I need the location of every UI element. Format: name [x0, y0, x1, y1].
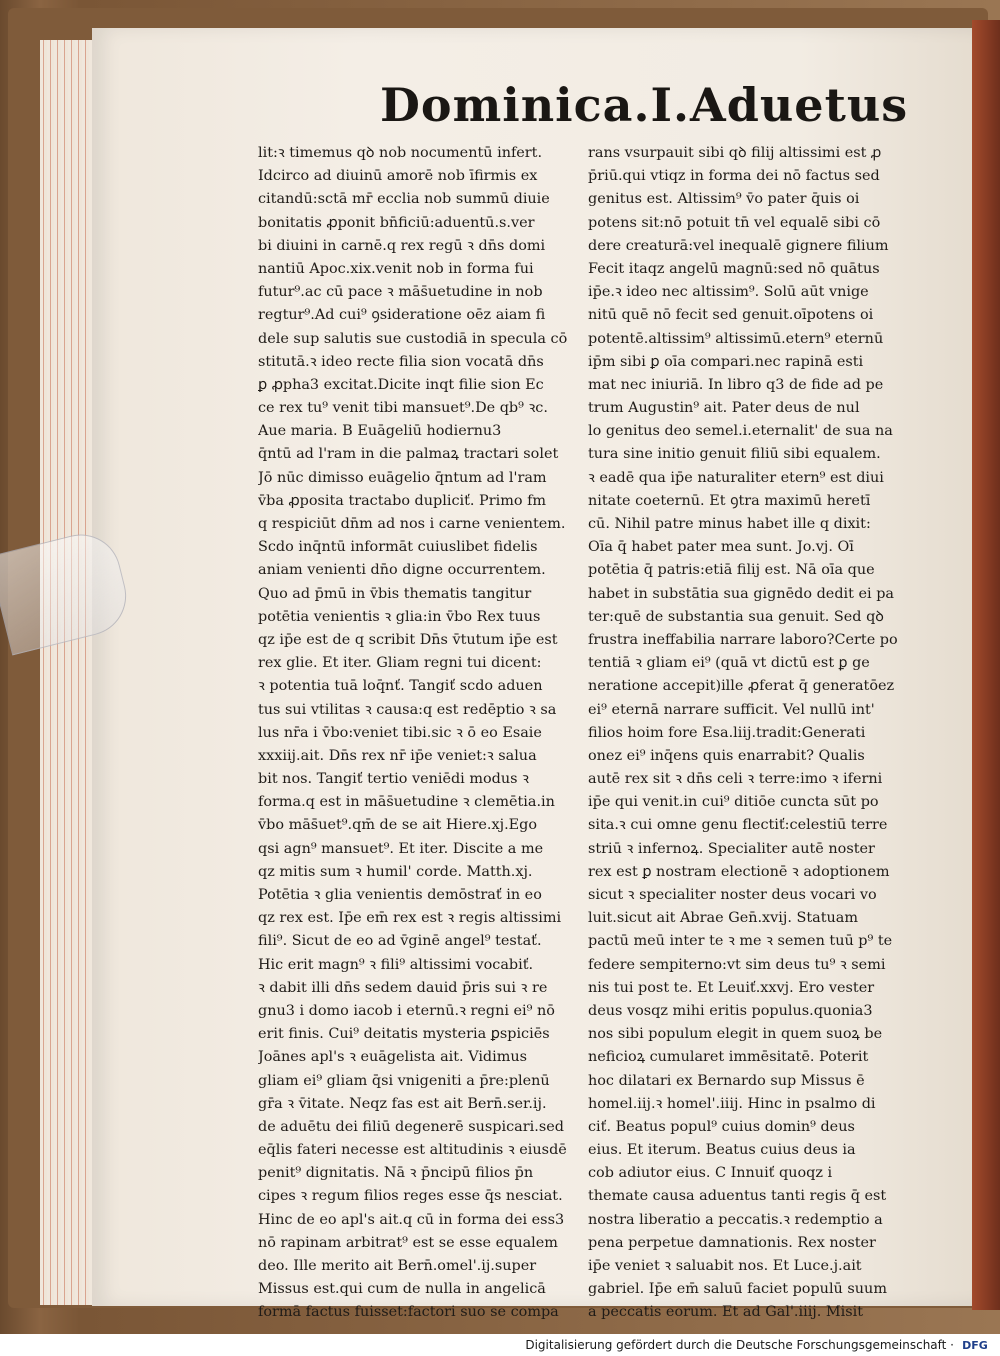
text-line: ꝛ potentia tuā loq̄nť. Tangiť scdo aduen	[258, 678, 543, 695]
text-line: genitus est. Altissim⁹ v̄o pater q̄uis oi	[588, 191, 860, 208]
text-line: tura sine initio genuit filiū sibi equalem.	[588, 446, 881, 463]
text-line: Joānes apl's ꝛ euāgelista ait. Vidimus	[258, 1049, 528, 1066]
dfg-logo	[960, 1337, 990, 1353]
text-line: qz mitis sum ꝛ humil' corde. Matth.xj.	[258, 863, 533, 880]
left-text-column	[258, 142, 578, 1325]
text-line: neficioꝝ cumularet immēsitatē. Poterit	[588, 1049, 869, 1066]
text-line: ter:quē de substantia sua genuit. Sed qꝺ	[588, 608, 884, 625]
page-heading: Dominica.I.Aduetus	[380, 78, 909, 132]
text-line: federe sempiterno:vt sim deus tu⁹ ꝛ semi	[588, 956, 886, 973]
text-line: potens sit:nō potuit tn̄ vel equalē sibi cō	[588, 214, 881, 231]
text-line: q respiciūt dn̄m ad nos i carne venientem.	[258, 516, 566, 532]
text-line: bit nos. Tangiť tertio veniēdi modus ꝛ	[258, 771, 529, 788]
text-line: formā factus fuisset:factori suo se compa	[258, 1304, 559, 1321]
text-line: ip̄e veniet ꝛ saluabit nos. Et Luce.j.ait	[588, 1258, 862, 1274]
text-line: potentē.altissim⁹ altissimū.etern⁹ eternū	[588, 330, 884, 347]
text-line: ꝛ eadē qua ip̄e naturaliter etern⁹ est diui	[588, 469, 884, 486]
text-line: striū ꝛ infernoꝝ. Specialiter autē noster	[588, 840, 875, 857]
text-line: forma.q est in mās̄uetudine ꝛ clemētia.in	[258, 794, 555, 811]
text-line: bonitatis ꝓponit bn̄ficiū:aduentū.s.ver	[258, 214, 535, 231]
text-line: dere creaturā:vel inequalē gignere filium	[588, 237, 889, 254]
text-line: Hic erit magn⁹ ꝛ fili⁹ altissimi vocabiť.	[258, 956, 534, 973]
text-line: pena perpetue damnationis. Rex noster	[588, 1234, 876, 1251]
text-line: deus vosqz mihi eritis populus.quonia3	[588, 1002, 873, 1019]
text-line: frustra ineffabilia narrare laboro?Certe po	[588, 631, 898, 648]
text-line: onez ei⁹ inq̄ens quis enarrabit? Qualis	[588, 747, 865, 764]
text-line: cipes ꝛ regum filios reges esse q̄s nesciat.	[258, 1188, 563, 1205]
text-line: gabriel. Ip̄e em̄ saluū faciet populū suum	[588, 1281, 887, 1298]
text-line: trum Augustin⁹ ait. Pater deus de nul	[588, 400, 860, 417]
text-line: ꝛ dabit illi dn̄s sedem dauid p̄ris sui ꝛ re	[258, 979, 548, 996]
book-spine	[972, 20, 1000, 1310]
text-line: deo. Ille merito ait Bern̄.omel'.ij.super	[258, 1258, 537, 1274]
text-line: Potētia ꝛ glia venientis demōstrať in eo	[258, 887, 542, 903]
text-line: pactū meū inter te ꝛ me ꝛ semen tuū p⁹ te	[588, 933, 893, 950]
text-line: qz rex est. Ip̄e em̄ rex est ꝛ regis altissimi	[258, 910, 562, 927]
text-line: Aue maria. B Euāgeliū hodiernu3	[258, 423, 502, 440]
text-line: nis tui post te. Et Leuiť.xxvj. Ero vester	[588, 979, 875, 996]
text-line: gr̄a ꝛ v̄itate. Neqz fas est ait Bern̄.ser.ij.	[258, 1095, 547, 1112]
text-line: stitutā.ꝛ ideo recte filia sion vocatā dn̄s	[258, 353, 544, 370]
page-edges	[40, 40, 100, 1305]
text-line: fili⁹. Sicut de eo ad v̄ginē angel⁹ testať.	[258, 933, 542, 950]
text-line: p̄riū.qui vtiqz in forma dei nō factus sed	[588, 168, 880, 185]
text-line: nostra liberatio a peccatis.ꝛ redemptio a	[588, 1211, 883, 1228]
text-line: erit finis. Cui⁹ deitatis mysteria ꝑspiciēs	[258, 1026, 550, 1043]
text-line: Scdo inq̄ntū informāt cuiuslibet fidelis	[258, 539, 538, 556]
text-line: penit⁹ dignitatis. Nā ꝛ p̄ncipū filios p̄n	[258, 1165, 534, 1182]
text-line: qsi agn⁹ mansuet⁹. Et iter. Discite a me	[258, 840, 544, 857]
text-line: v̄ba ꝓposita tractabo dupliciť. Primo fm	[258, 492, 547, 509]
text-line: Oīa q̄ habet pater mea sunt. Jo.vj. Oī	[588, 539, 854, 556]
text-line: dele sup salutis sue custodiā in specula cō	[258, 330, 568, 347]
text-line: q̄ntū ad l'ram in die palmaꝝ tractari solet	[258, 446, 559, 463]
text-line: xxxiij.ait. Dn̄s rex nr̄ ip̄e veniet:ꝛ salua	[258, 747, 537, 764]
text-line: lus nr̄a i v̄bo:veniet tibi.sic ꝛ ō eo Esaie	[258, 724, 542, 741]
text-line: Quo ad p̄mū in v̄bis thematis tangitur	[258, 585, 532, 602]
text-line: lit:ꝛ timemus qꝺ nob nocumentū infert.	[258, 145, 543, 161]
text-line: futur⁹.ac cū pace ꝛ mās̄uetudine in nob	[258, 284, 543, 301]
text-line: gnu3 i domo iacob i eternū.ꝛ regni ei⁹ nō	[258, 1002, 555, 1019]
text-line: autē rex sit ꝛ dn̄s celi ꝛ terre:imo ꝛ iferni	[588, 771, 883, 788]
text-line: ip̄m sibi ꝑ oīa compari.nec rapinā esti	[588, 353, 864, 370]
text-line: regtur⁹.Ad cui⁹ ꝯsideratione oēz aiam fi	[258, 307, 546, 324]
text-line: habet in substātia sua gignēdo dedit ei pa	[588, 585, 894, 602]
text-line: sicut ꝛ specialiter noster deus vocari vo	[588, 887, 877, 903]
text-line: sita.ꝛ cui omne genu flectiť:celestiū terre	[588, 817, 888, 834]
text-line: qz ip̄e est de q scribit Dn̄s v̄tutum ip̄e est	[258, 631, 558, 648]
text-line: luit.sicut ait Abrae Gen̄.xvij. Statuam	[588, 910, 859, 927]
right-text-column	[588, 142, 916, 1325]
text-line: Idcirco ad diuinū amorē nob īfirmis ex	[258, 168, 538, 185]
text-line: bi diuini in carnē.q rex regū ꝛ dn̄s domi	[258, 237, 546, 254]
text-line: nitate coeternū. Et ꝯtra maximū heretī	[588, 492, 871, 509]
text-line: Missus est.qui cum de nulla in angelicā	[258, 1281, 546, 1298]
text-line: potētia q̄ patris:etiā filij est. Nā oīa que	[588, 562, 875, 579]
text-line: eq̄lis fateri necesse est altitudinis ꝛ eiusdē	[258, 1142, 567, 1159]
text-line: lo genitus deo semel.i.eternalit' de sua na	[588, 423, 893, 440]
text-line: de aduētu dei filiū degenerē suspicari.sed	[258, 1118, 564, 1135]
text-line: a peccatis eorum. Et ad Gal'.iiij. Misit	[588, 1304, 864, 1321]
text-line: nitū quē nō fecit sed genuit.oīpotens oi	[588, 307, 874, 324]
text-line: hoc dilatari ex Bernardo sup Missus ē	[588, 1072, 865, 1089]
text-line: cū. Nihil patre minus habet ille q dixit:	[588, 516, 871, 532]
text-line: Jō nūc dimisso euāgelio q̄ntum ad l'ram	[258, 469, 547, 486]
text-line: Hinc de eo apl's ait.q cū in forma dei ess3	[258, 1211, 565, 1228]
text-line: nos sibi populum elegit in quem suoꝝ be	[588, 1026, 883, 1043]
text-line: cob adiutor eius. C Innuiť quoqz i	[588, 1165, 833, 1182]
text-line: ꝑ ꝓpha3 excitat.Dicite inqt filie sion Ec	[258, 376, 544, 393]
text-line: rans vsurpauit sibi qꝺ filij altissimi est ꝓ	[588, 145, 882, 161]
text-line: eius. Et iterum. Beatus cuius deus ia	[588, 1142, 856, 1159]
text-line: ip̄e qui venit.in cui⁹ ditiōe cuncta sūt po	[588, 794, 879, 811]
text-line: aniam venienti dn̄o digne occurrentem.	[258, 562, 546, 579]
text-line: tentiā ꝛ gliam ei⁹ (quā vt dictū est ꝑ ge	[588, 655, 870, 672]
text-line: rex est ꝑ nostram electionē ꝛ adoptionem	[588, 863, 890, 880]
text-line: Fecit itaqz angelū magnū:sed nō quātus	[588, 260, 880, 277]
text-line: neratione accepit)ille ꝓferat q̄ generatōez	[588, 678, 895, 695]
text-line: citandū:sctā mr̄ ecclia nob summū diuie	[258, 191, 550, 208]
text-line: themate causa aduentus tanti regis q̄ est	[588, 1188, 887, 1205]
text-line: nantiū Apoc.xix.venit nob in forma fui	[258, 260, 534, 277]
text-line: v̄bo mās̄uet⁹.qm̄ de se ait Hiere.xj.Ego	[258, 817, 538, 834]
text-line: ce rex tu⁹ venit tibi mansuet⁹.De qb⁹ ꝛc.	[258, 400, 548, 417]
text-line: tus sui vtilitas ꝛ causa:q est redēptio ꝛ sa	[258, 701, 557, 718]
text-line: ip̄e.ꝛ ideo nec altissim⁹. Solū aūt vnige	[588, 284, 869, 301]
text-line: nō rapinam arbitrat⁹ est se esse equalem	[258, 1234, 558, 1251]
text-line: filios hoim fore Esa.liij.tradit:Generati	[588, 724, 866, 741]
text-line: ei⁹ eternā narrare sufficit. Vel nullū int'	[588, 701, 875, 718]
text-line: homel.iij.ꝛ homel'.iiij. Hinc in psalmo di	[588, 1095, 876, 1112]
text-line: potētia venientis ꝛ glia:in v̄bo Rex tuus	[258, 608, 541, 625]
dfg-logo-text: DFG	[962, 1338, 988, 1352]
footer-credit: Digitalisierung gefördert durch die Deutsche Forschungsgemeinschaft ·	[525, 1338, 954, 1352]
text-line: ciť. Beatus popul⁹ cuius domin⁹ deus	[588, 1118, 855, 1135]
text-line: mat nec iniuriā. In libro q3 de fide ad pe	[588, 376, 884, 393]
text-line: gliam ei⁹ gliam q̄si vnigeniti a p̄re:plenū	[258, 1072, 550, 1089]
text-line: rex glie. Et iter. Gliam regni tui dicent:	[258, 655, 542, 672]
